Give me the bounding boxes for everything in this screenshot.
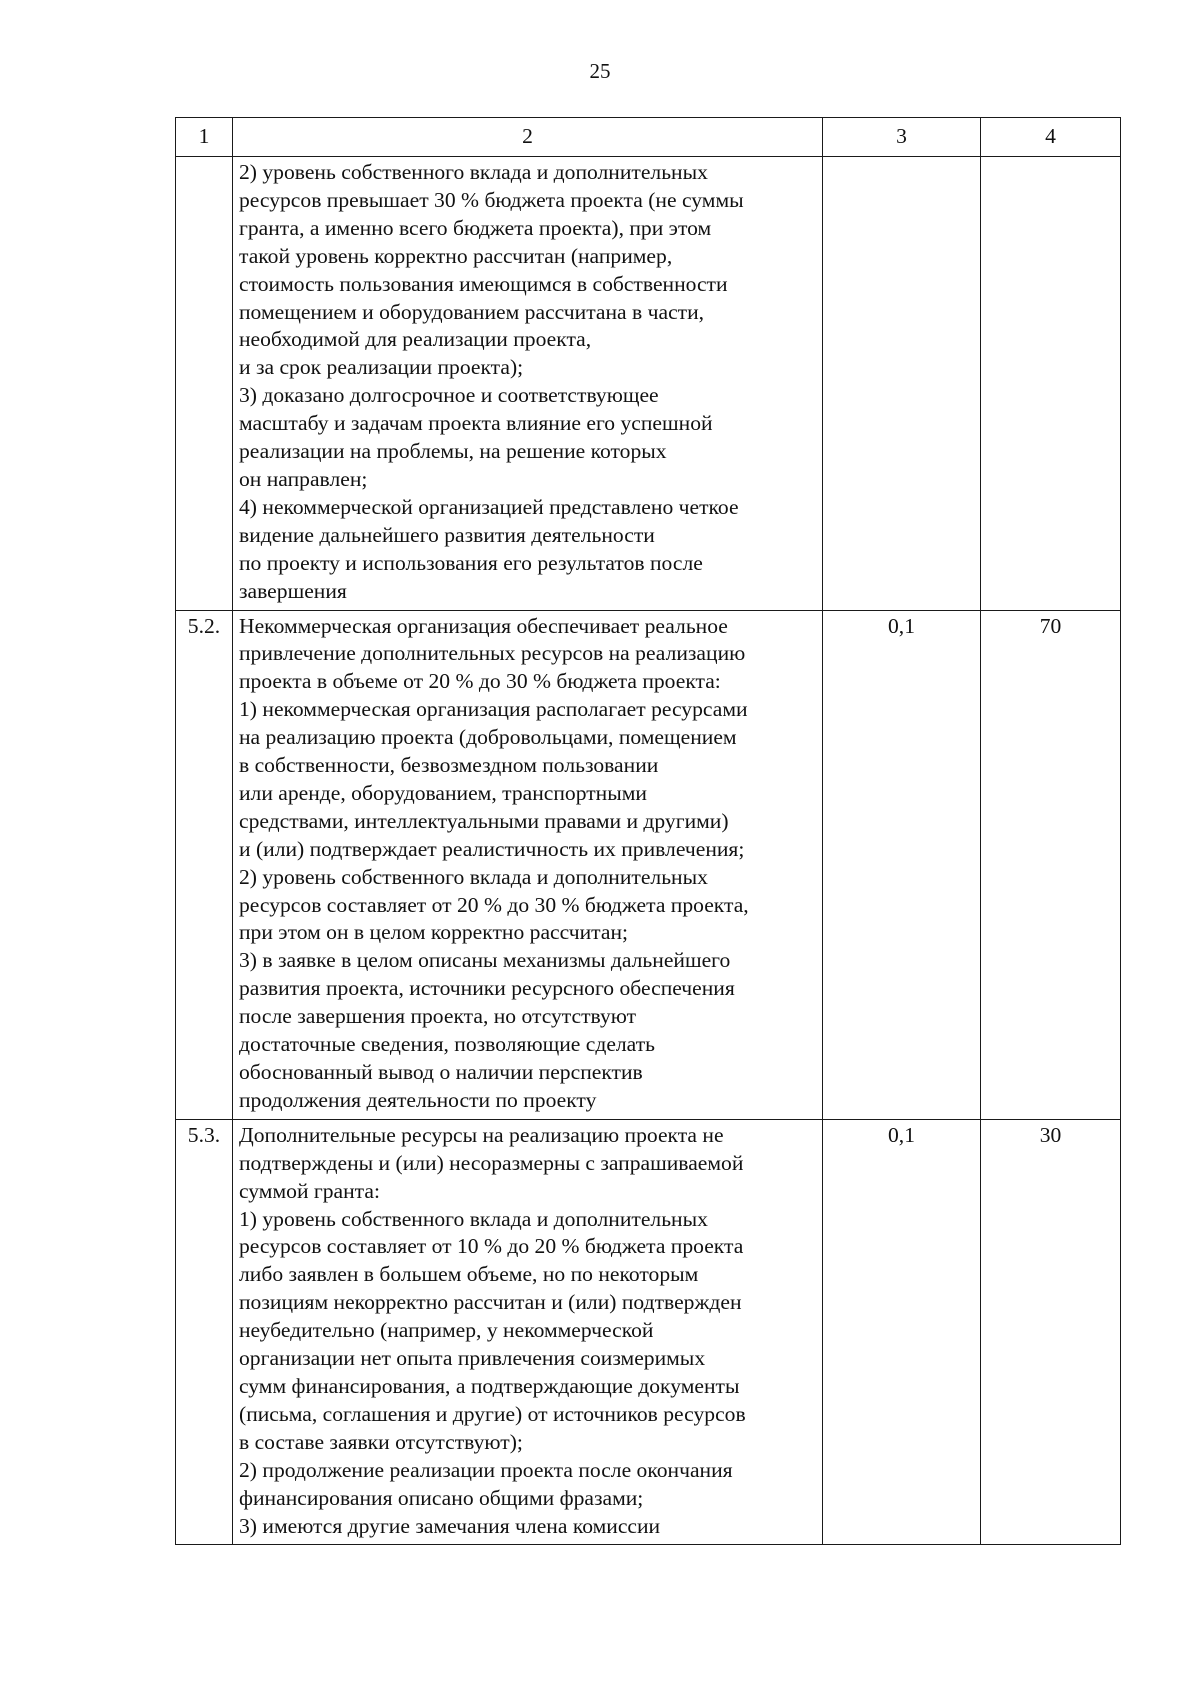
page-number: 25	[589, 59, 611, 83]
criterion-text-line: в собственности, безвозмездном пользовании	[239, 753, 659, 778]
criterion-text-line: гранта, а именно всего бюджета проекта), при этом	[239, 215, 712, 240]
table-row	[176, 610, 1121, 1119]
coefficient-cell	[823, 157, 981, 611]
score-cell	[981, 157, 1121, 611]
criterion-text-line: 4) некоммерческой организацией представлено четкое	[239, 494, 739, 519]
table-body	[176, 157, 1121, 1545]
criterion-text-line: после завершения проекта, но отсутствуют	[239, 1004, 637, 1029]
criterion-text-line: средствами, интеллектуальными правами и другими)	[239, 808, 729, 833]
criterion-text-line: 2) уровень собственного вклада и дополнительных	[239, 864, 708, 889]
criterion-text-line: организации нет опыта привлечения соизмеримых	[239, 1346, 706, 1371]
criterion-text-line: 3) в заявке в целом описаны механизмы дальнейшего	[239, 948, 731, 973]
criterion-text-line: по проекту и использования его результатов после	[239, 550, 703, 575]
criterion-text-line: и (или) подтверждает реалистичность их привлечения;	[239, 836, 745, 861]
criterion-text-line: в составе заявки отсутствуют);	[239, 1429, 523, 1454]
table-row	[176, 1119, 1121, 1545]
score-cell: 70	[981, 610, 1121, 1119]
row-number-cell: 5.3.	[176, 1119, 233, 1545]
header-row	[176, 118, 1121, 157]
header-cell-3: 3	[823, 118, 981, 157]
criterion-text-line: ресурсов превышает 30 % бюджета проекта (не суммы	[239, 187, 744, 212]
header-cell-1: 1	[176, 118, 233, 157]
criterion-text-cell	[233, 610, 823, 1119]
criterion-text-line: реализации на проблемы, на решение которых	[239, 439, 667, 464]
criterion-text-line: привлечение дополнительных ресурсов на реализацию	[239, 641, 746, 666]
criterion-text-line: он направлен;	[239, 466, 368, 491]
criterion-text-line: ресурсов составляет от 20 % до 30 % бюджета проекта,	[239, 892, 749, 917]
criterion-text-line: или аренде, оборудованием, транспортными	[239, 780, 647, 805]
row-number-cell: 5.2.	[176, 610, 233, 1119]
criterion-text-line: на реализацию проекта (добровольцами, помещением	[239, 725, 737, 750]
criterion-text-cell	[233, 157, 823, 611]
criterion-text-line: завершения	[239, 578, 347, 603]
criterion-text-line: обоснованный вывод о наличии перспектив	[239, 1060, 643, 1084]
table-header	[176, 118, 1121, 157]
criterion-text-line: проекта в объеме от 20 % до 30 % бюджета проекта:	[239, 669, 721, 694]
criterion-text-line: стоимость пользования имеющимся в собственности	[239, 271, 728, 296]
criterion-text-line: Некоммерческая организация обеспечивает реальное	[239, 613, 728, 638]
criterion-text-line: ресурсов составляет от 10 % до 20 % бюджета проекта	[239, 1234, 744, 1259]
table-row	[176, 157, 1121, 611]
criterion-text-line: либо заявлен в большем объеме, но по некоторым	[239, 1262, 699, 1287]
header-cell-4: 4	[981, 118, 1121, 157]
criterion-text-line: суммой гранта:	[239, 1178, 380, 1203]
criterion-text-line: помещением и оборудованием рассчитана в части,	[239, 299, 705, 324]
criterion-text-line: развития проекта, источники ресурсного обеспечения	[239, 976, 735, 1001]
criteria-table	[175, 117, 1121, 1545]
criterion-text-line: 2) уровень собственного вклада и дополнительных	[239, 160, 708, 184]
criterion-text-line: и за срок реализации проекта);	[239, 355, 524, 380]
criterion-text-line: подтверждены и (или) несоразмерны с запрашиваемой	[239, 1150, 744, 1175]
criterion-text-line: необходимой для реализации проекта,	[239, 327, 592, 352]
criterion-text-line: 1) некоммерческая организация располагает ресурсами	[239, 697, 748, 722]
criterion-text-line: продолжения деятельности по проекту	[239, 1087, 597, 1112]
criterion-text-line: видение дальнейшего развития деятельности	[239, 522, 655, 547]
criterion-text-line: 3) имеются другие замечания члена комиссии	[239, 1513, 661, 1538]
coefficient-cell: 0,1	[823, 610, 981, 1119]
header-cell-2: 2	[233, 118, 823, 157]
criterion-text-line: финансирования описано общими фразами;	[239, 1485, 644, 1510]
coefficient-cell: 0,1	[823, 1119, 981, 1545]
criterion-text-line: 3) доказано долгосрочное и соответствующее	[239, 383, 659, 408]
criterion-text-line: при этом он в целом корректно рассчитан;	[239, 920, 629, 945]
criterion-text-line: сумм финансирования, а подтверждающие документы	[239, 1373, 740, 1398]
criterion-text-cell	[233, 1119, 823, 1545]
criterion-text-line: 2) продолжение реализации проекта после окончания	[239, 1457, 733, 1482]
criterion-text-line: позициям некорректно рассчитан и (или) подтвержден	[239, 1290, 742, 1315]
criterion-text-line: такой уровень корректно рассчитан (например,	[239, 243, 673, 268]
criterion-text-line: (письма, соглашения и другие) от источников ресурсов	[239, 1401, 746, 1426]
row-number-cell	[176, 157, 233, 611]
criterion-text-line: Дополнительные ресурсы на реализацию проекта не	[239, 1122, 724, 1147]
criterion-text-line: достаточные сведения, позволяющие сделать	[239, 1032, 655, 1057]
criterion-text-line: неубедительно (например, у некоммерческой	[239, 1318, 654, 1343]
score-cell: 30	[981, 1119, 1121, 1545]
criterion-text-line: масштабу и задачам проекта влияние его успешной	[239, 411, 713, 436]
criterion-text-line: 1) уровень собственного вклада и дополнительных	[239, 1206, 708, 1231]
